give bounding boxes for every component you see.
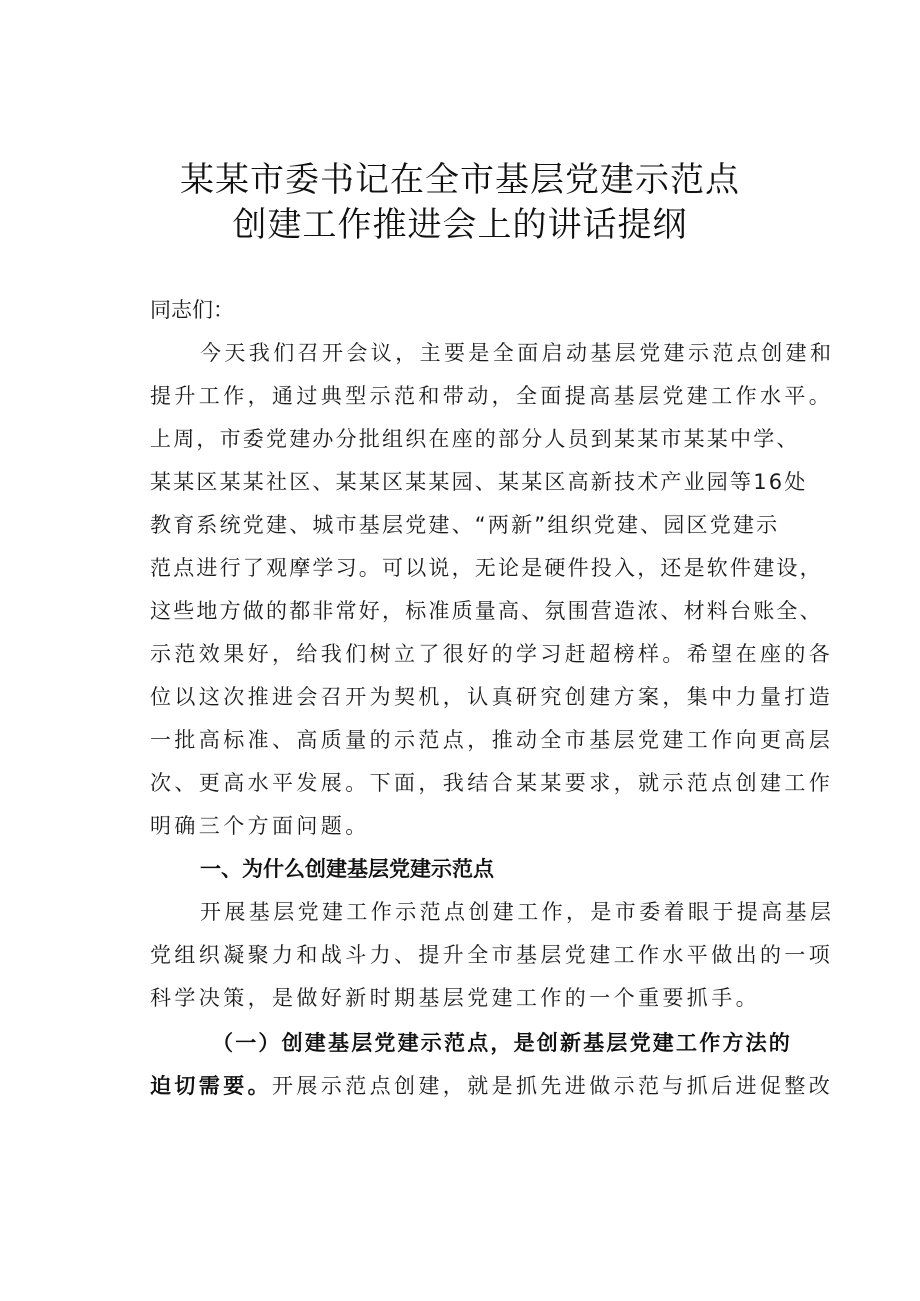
subsection1-text: 开展示范点创建，就是抓先进做示范与抓后进促整改 <box>272 1074 834 1098</box>
paragraph1-line: 次、更高水平发展。下面，我结合某某要求，就示范点创建工作 <box>150 771 834 795</box>
section1-paragraph-line: 党组织凝聚力和战斗力、提升全市基层党建工作水平做出的一项 <box>150 943 834 967</box>
salutation: 同志们： <box>150 298 234 322</box>
paragraph1-line: 示范效果好，给我们树立了很好的学习赶超榜样。希望在座的各 <box>150 642 834 666</box>
paragraph1-line: 某某区某某社区、某某区某某园、某某区高新技术产业园等16处 <box>150 470 808 494</box>
paragraph1-line: 教育系统党建、城市基层党建、“两新”组织党建、园区党建示 <box>150 513 780 537</box>
section1-paragraph-line: 开展基层党建工作示范点创建工作，是市委着眼于提高基层 <box>200 900 835 924</box>
paragraph1-line: 上周，市委党建办分批组织在座的部分人员到某某市某某中学、 <box>150 427 800 451</box>
section1-paragraph-line: 科学决策，是做好新时期基层党建工作的一个重要抓手。 <box>150 986 760 1010</box>
section1-heading: 一、为什么创建基层党建示范点 <box>200 857 494 881</box>
subsection1-heading-end: 迫切需要。 <box>150 1074 272 1098</box>
paragraph1-line: 提升工作，通过典型示范和带动，全面提高基层党建工作水平。 <box>150 384 834 408</box>
document-title-line2: 创建工作推进会上的讲话提纲 <box>232 205 688 245</box>
paragraph1-line: 位以这次推进会召开为契机，认真研究创建方案，集中力量打造 <box>150 685 834 709</box>
subsection1-heading: （一）创建基层党建示范点，是创新基层党建工作方法的 <box>212 1031 792 1055</box>
paragraph1-line: 范点进行了观摩学习。可以说，无论是硬件投入，还是软件建设， <box>150 556 823 580</box>
subsection1-line2 <box>150 1072 833 1100</box>
paragraph1-line: 今天我们召开会议，主要是全面启动基层党建示范点创建和 <box>200 341 835 365</box>
paragraph1-line: 明确三个方面问题。 <box>150 814 370 838</box>
paragraph1-line: 这些地方做的都非常好，标准质量高、氛围营造浓、材料台账全、 <box>150 599 823 623</box>
document-title-line1: 某某市委书记在全市基层党建示范点 <box>180 160 740 200</box>
paragraph1-line: 一批高标准、高质量的示范点，推动全市基层党建工作向更高层 <box>150 728 834 752</box>
